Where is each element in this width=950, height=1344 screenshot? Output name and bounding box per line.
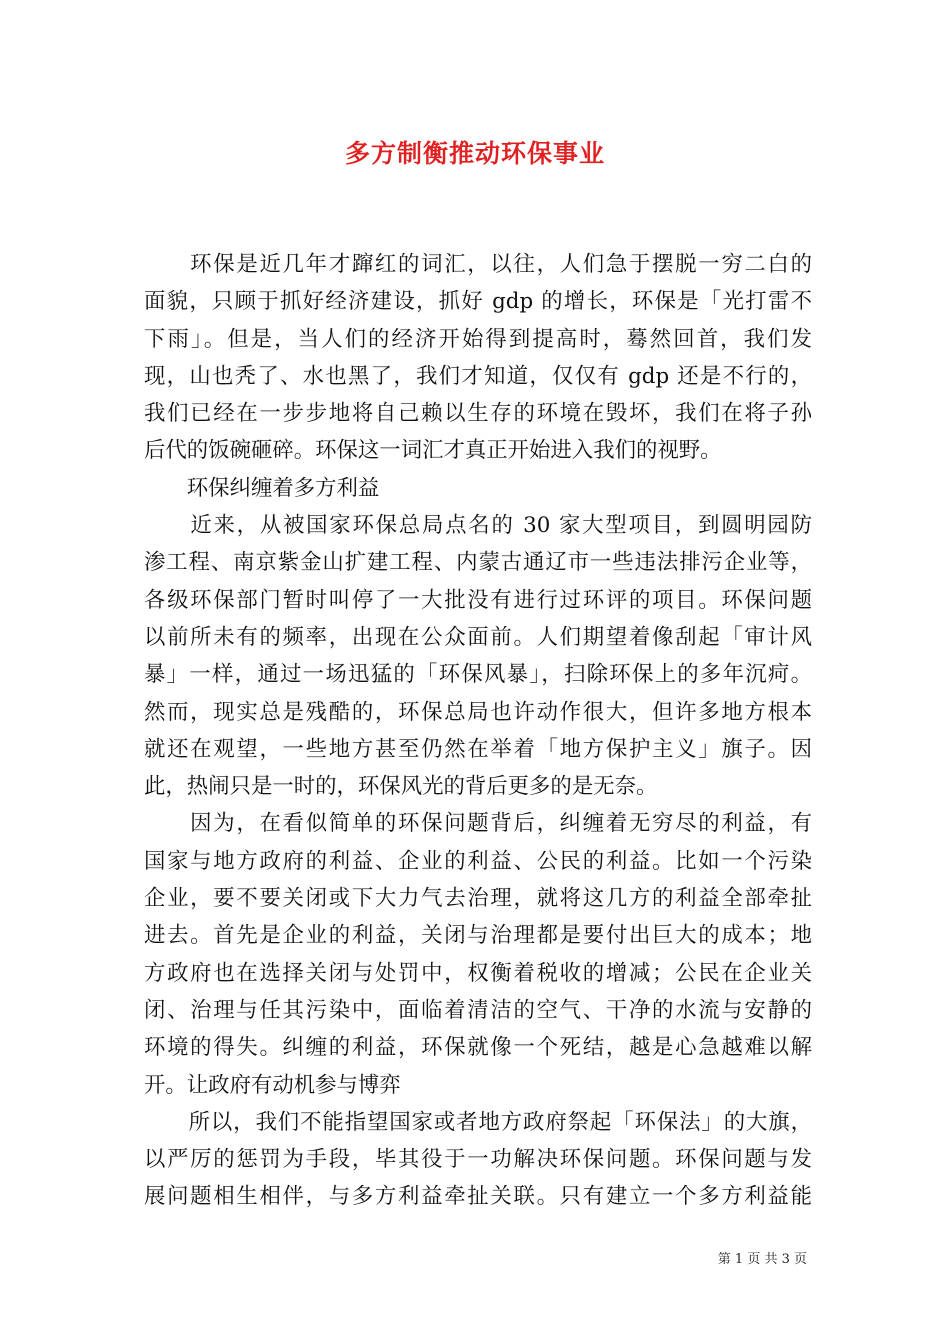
text-line: 以前所未有的频率，出现在公众面前。人们期望着像刮起「审计风 xyxy=(144,624,812,650)
document-title: 多方制衡推动环保事业 xyxy=(344,139,605,168)
text-line: 此，热闹只是一时的，环保风光的背后更多的是无奈。 xyxy=(144,774,658,800)
text-line: 以严厉的惩罚为手段，毕其役于一功解决环保问题。环保问题与发 xyxy=(144,1147,812,1173)
text-line: 进去。首先是企业的利益，关闭与治理都是要付出巨大的成本；地 xyxy=(144,923,812,949)
text-line: 环境的得失。纠缠的利益，环保就像一个死结，越是心急越难以解 xyxy=(144,1035,812,1061)
document-body xyxy=(144,246,812,1216)
text-line: 现，山也秃了、水也黑了，我们才知道，仅仅有 gdp 还是不行的， xyxy=(144,363,812,389)
text-line: 方政府也在选择关闭与处罚中，权衡着税收的增减；公民在企业关 xyxy=(144,960,812,986)
text-line: 下雨」。但是，当人们的经济开始得到提高时，蓦然回首，我们发 xyxy=(144,326,812,352)
text-line: 闭、治理与任其污染中，面临着清洁的空气、干净的水流与安静的 xyxy=(144,997,812,1023)
text-line: 所以，我们不能指望国家或者地方政府祭起「环保法」的大旗， xyxy=(144,1109,812,1135)
text-line: 后代的饭碗砸碎。环保这一词汇才真正开始进入我们的视野。 xyxy=(144,438,722,464)
text-line: 近来，从被国家环保总局点名的 30 家大型项目，到圆明园防 xyxy=(144,513,812,539)
page-number: 第 1 页 共 3 页 xyxy=(717,1252,807,1267)
text-line: 我们已经在一步步地将自己赖以生存的环境在毁坏，我们在将子孙 xyxy=(144,401,812,427)
text-line: 国家与地方政府的利益、企业的利益、公民的利益。比如一个污染 xyxy=(144,848,812,874)
text-line: 渗工程、南京紫金山扩建工程、内蒙古通辽市一些违法排污企业等， xyxy=(144,550,812,576)
text-line: 企业，要不要关闭或下大力气去治理，就将这几方的利益全部牵扯 xyxy=(144,886,812,912)
text-line: 环保是近几年才蹿红的词汇，以往，人们急于摆脱一穷二白的 xyxy=(144,252,812,277)
text-line: 就还在观望，一些地方甚至仍然在举着「地方保护主义」旗子。因 xyxy=(144,736,812,762)
section-heading: 环保纠缠着多方利益 xyxy=(144,475,380,501)
text-line: 因为，在看似简单的环保问题背后，纠缠着无穷尽的利益，有 xyxy=(144,811,812,837)
text-line: 开。让政府有动机参与博弈 xyxy=(144,1072,401,1098)
text-line: 然而，现实总是残酷的，环保总局也许动作很大，但许多地方根本 xyxy=(144,699,812,725)
text-line: 展问题相生相伴，与多方利益牵扯关联。只有建立一个多方利益能 xyxy=(144,1184,812,1210)
text-line: 暴」一样，通过一场迅猛的「环保风暴」，扫除环保上的多年沉疴。 xyxy=(144,662,812,688)
text-line: 各级环保部门暂时叫停了一大批没有进行过环评的项目。环保问题 xyxy=(144,587,812,613)
text-line: 面貌，只顾于抓好经济建设，抓好 gdp 的增长，环保是「光打雷不 xyxy=(144,289,812,315)
